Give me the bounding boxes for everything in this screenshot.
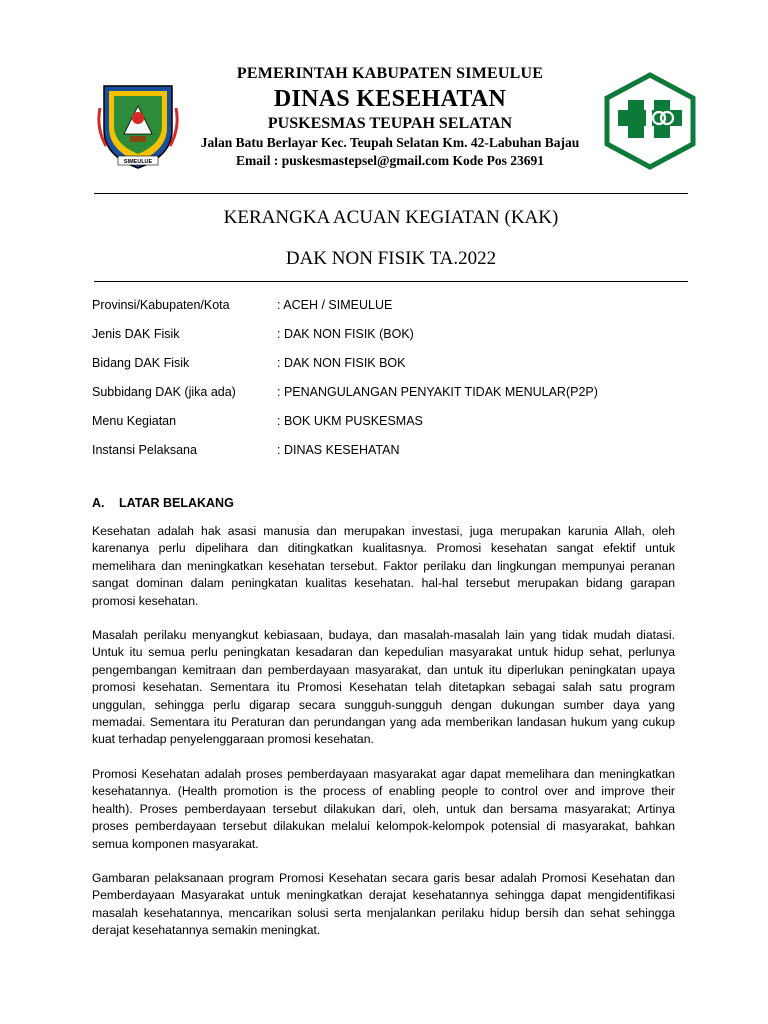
- simeulue-emblem-logo: [94, 78, 182, 170]
- section-heading: [92, 496, 234, 510]
- document-subtitle: DAK NON FISIK TA.2022: [285, 248, 497, 269]
- letterhead-email: Email : puskesmastepsel@gmail.com Kode Pos 23691: [235, 153, 545, 168]
- info-value: : ACEH / SIMEULUE: [277, 298, 393, 312]
- info-row: [92, 327, 692, 356]
- letterhead-agency: DINAS KESEHATAN: [273, 86, 507, 112]
- paragraph: Gambaran pelaksanaan program Promosi Kesehatan secara garis besar adalah Promosi Kesehatan dan Pemberdayaan Masyarakat untuk meningkatkan derajat kesehatannya sehingga dapat mengidentifikasi masalah kesehatannya, mencarikan solusi serta menjalankan perilaku hidup bersih dan sehat sehingga derajat kesehatannya semakin meningkat.: [92, 870, 675, 938]
- letterhead-address: Jalan Batu Berlayar Kec. Teupah Selatan Km. 42-Labuhan Bajau: [200, 135, 580, 150]
- title-divider: [94, 281, 688, 282]
- section-title: LATAR BELAKANG: [119, 496, 234, 510]
- paragraph: Masalah perilaku menyangkut kebiasaan, budaya, dan masalah-masalah lain yang tidak mudah diatasi. Untuk itu semua perlu peningkatan kesadaran dan kepedulian masyarakat untuk hidup sehat, perlunya pengembangan kemitraan dan pemberdayaan masyarakat, dan untuk itu diperlukan peningkatan upaya promosi kesehatan. Sementara itu Promosi Kesehatan telah ditetapkan sebagai salah satu program unggulan, sehingga perlu digarap secara sungguh-sungguh dengan dukungan sumber daya yang memadai. Sementara itu Peraturan dan perundangan yang ada memberikan landasan hukum yang cukup kuat terhadap penyelenggaraan promosi kesehatan.: [92, 628, 675, 747]
- section-number: A.: [92, 496, 105, 510]
- info-row: [92, 443, 692, 472]
- info-row: [92, 385, 692, 414]
- info-value: : PENANGULANGAN PENYAKIT TIDAK MENULAR(P2P): [277, 385, 598, 399]
- emblem-label: SIMEULUE: [123, 159, 153, 165]
- info-value: : BOK UKM PUSKESMAS: [277, 414, 423, 428]
- paragraph: Kesehatan adalah hak asasi manusia dan merupakan investasi, juga merupakan karunia Allah, oleh karenanya perlu dipelihara dan ditingkatkan kualitasnya. Promosi kesehatan sangat efektif untuk memelihara dan meningkatkan kesehatan tersebut. Faktor perilaku dan lingkungan mempunyai peranan sangat dominan dalam peningkatan kualitas kesehatan. hal-hal tersebut merupakan bidang garapan promosi kesehatan.: [92, 524, 675, 608]
- info-label: Bidang DAK Fisik: [92, 356, 190, 370]
- info-row: [92, 298, 692, 327]
- letterhead: [180, 64, 600, 170]
- info-value: : DINAS KESEHATAN: [277, 443, 400, 457]
- document-title: KERANGKA ACUAN KEGIATAN (KAK): [223, 207, 559, 228]
- info-label: Jenis DAK Fisik: [92, 327, 180, 341]
- letterhead-government: PEMERINTAH KABUPATEN SIMEULUE: [236, 65, 544, 82]
- info-row: [92, 356, 692, 385]
- info-value: : DAK NON FISIK (BOK): [277, 327, 414, 341]
- info-value: : DAK NON FISIK BOK: [277, 356, 406, 370]
- paragraph: Promosi Kesehatan adalah proses pemberdayaan masyarakat agar dapat memelihara dan meningkatkan kesehatannya. (Health promotion is the process of enabling people to control over and improve their health). Proses pemberdayaan tersebut dilakukan dari, oleh, untuk dan bersama masyarakat; Artinya proses pemberdayaan tersebut dilakukan melalui kelompok-kelompok potensial di masyarakat, bahkan semua komponen masyarakat.: [92, 766, 675, 851]
- info-label: Subbidang DAK (jika ada): [92, 385, 236, 399]
- info-label: Menu Kegiatan: [92, 414, 177, 428]
- info-row: [92, 414, 692, 443]
- info-label: Instansi Pelaksana: [92, 443, 197, 457]
- info-label: Provinsi/Kabupaten/Kota: [92, 298, 230, 312]
- puskesmas-cross-logo: [604, 72, 696, 170]
- info-table: [92, 298, 692, 472]
- letterhead-unit: PUSKESMAS TEUPAH SELATAN: [267, 115, 513, 132]
- header-divider: [94, 193, 688, 194]
- body-text: [92, 523, 675, 957]
